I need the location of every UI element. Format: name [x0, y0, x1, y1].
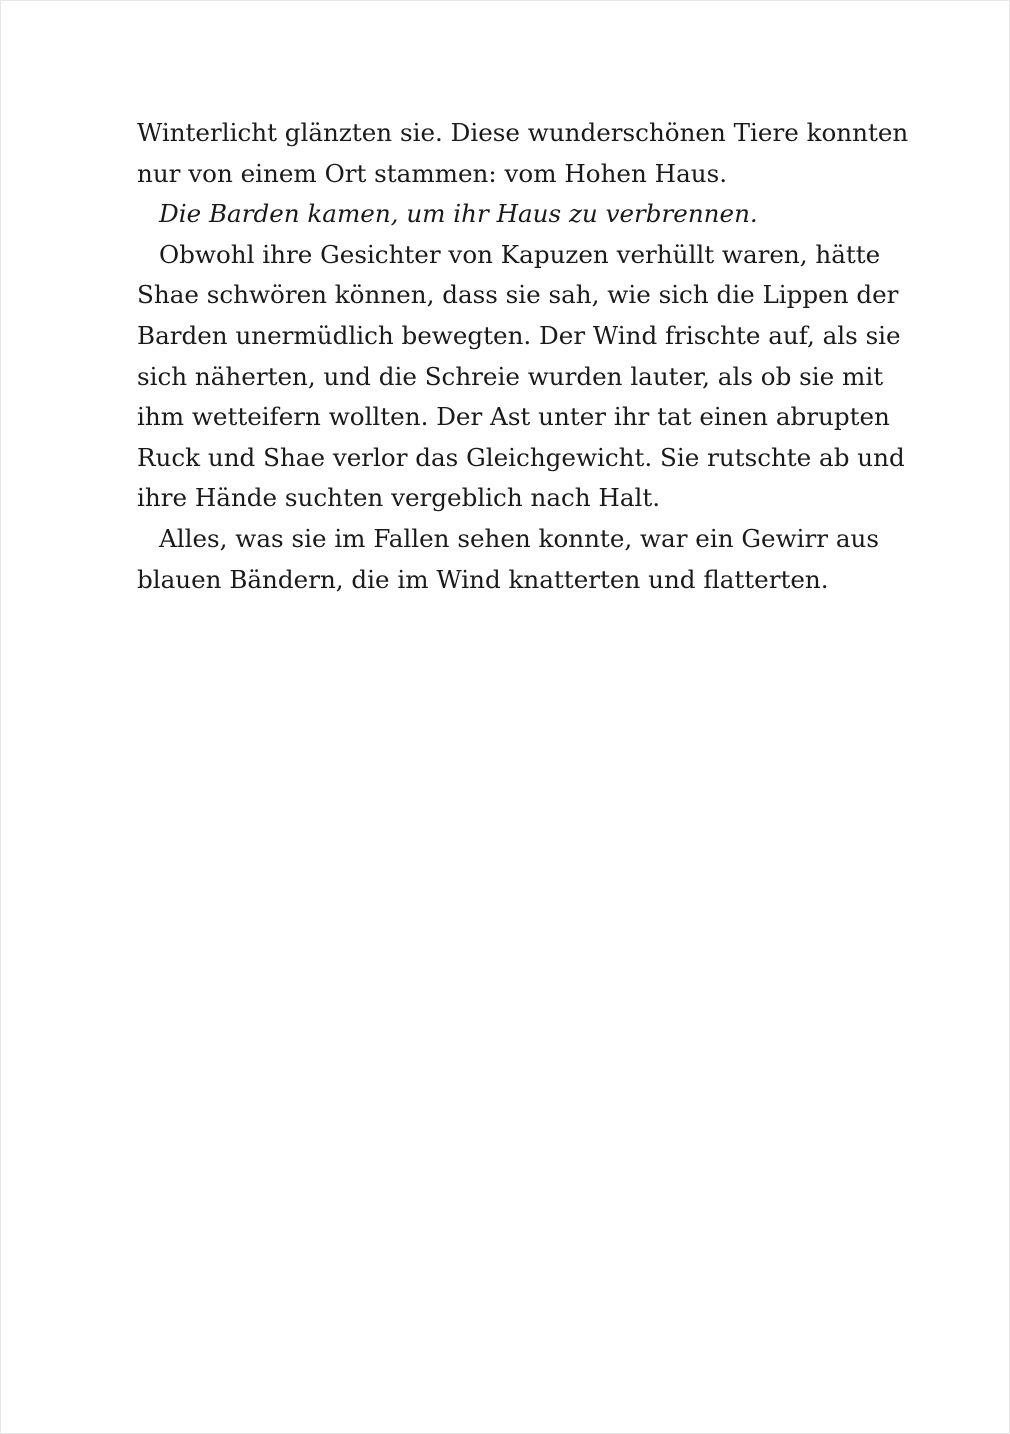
text-line: Alles, was sie im Fallen sehen konnte, war ein Gewirr aus	[159, 523, 879, 553]
text-line: Winterlicht glänzten sie. Diese wunderschönen Tiere konnten	[137, 118, 909, 147]
text-line: ihre Hände suchten vergeblich nach Halt.	[137, 483, 661, 513]
text-line: nur von einem Ort stammen: vom Hohen Haus.	[137, 158, 728, 188]
text-line: Barden unermüdlich bewegten. Der Wind frischte auf, als sie	[137, 320, 901, 350]
text-line: Ruck und Shae verlor das Gleichgewicht. Sie rutschte ab und	[137, 442, 905, 472]
body-text	[137, 113, 909, 600]
text-line: Shae schwören können, dass sie sah, wie sich die Lippen der	[137, 280, 899, 310]
text-line: Obwohl ihre Gesichter von Kapuzen verhüllt waren, hätte	[159, 239, 881, 269]
italic-thought-line: Die Barden kamen, um ihr Haus zu verbrennen.	[159, 199, 758, 229]
text-line: ihm wetteifern wollten. Der Ast unter ihr tat einen abrupten	[137, 402, 890, 432]
text-line: blauen Bändern, die im Wind knatterten und flatterten.	[137, 564, 829, 594]
text-line: sich näherten, und die Schreie wurden lauter, als ob sie mit	[137, 361, 884, 391]
